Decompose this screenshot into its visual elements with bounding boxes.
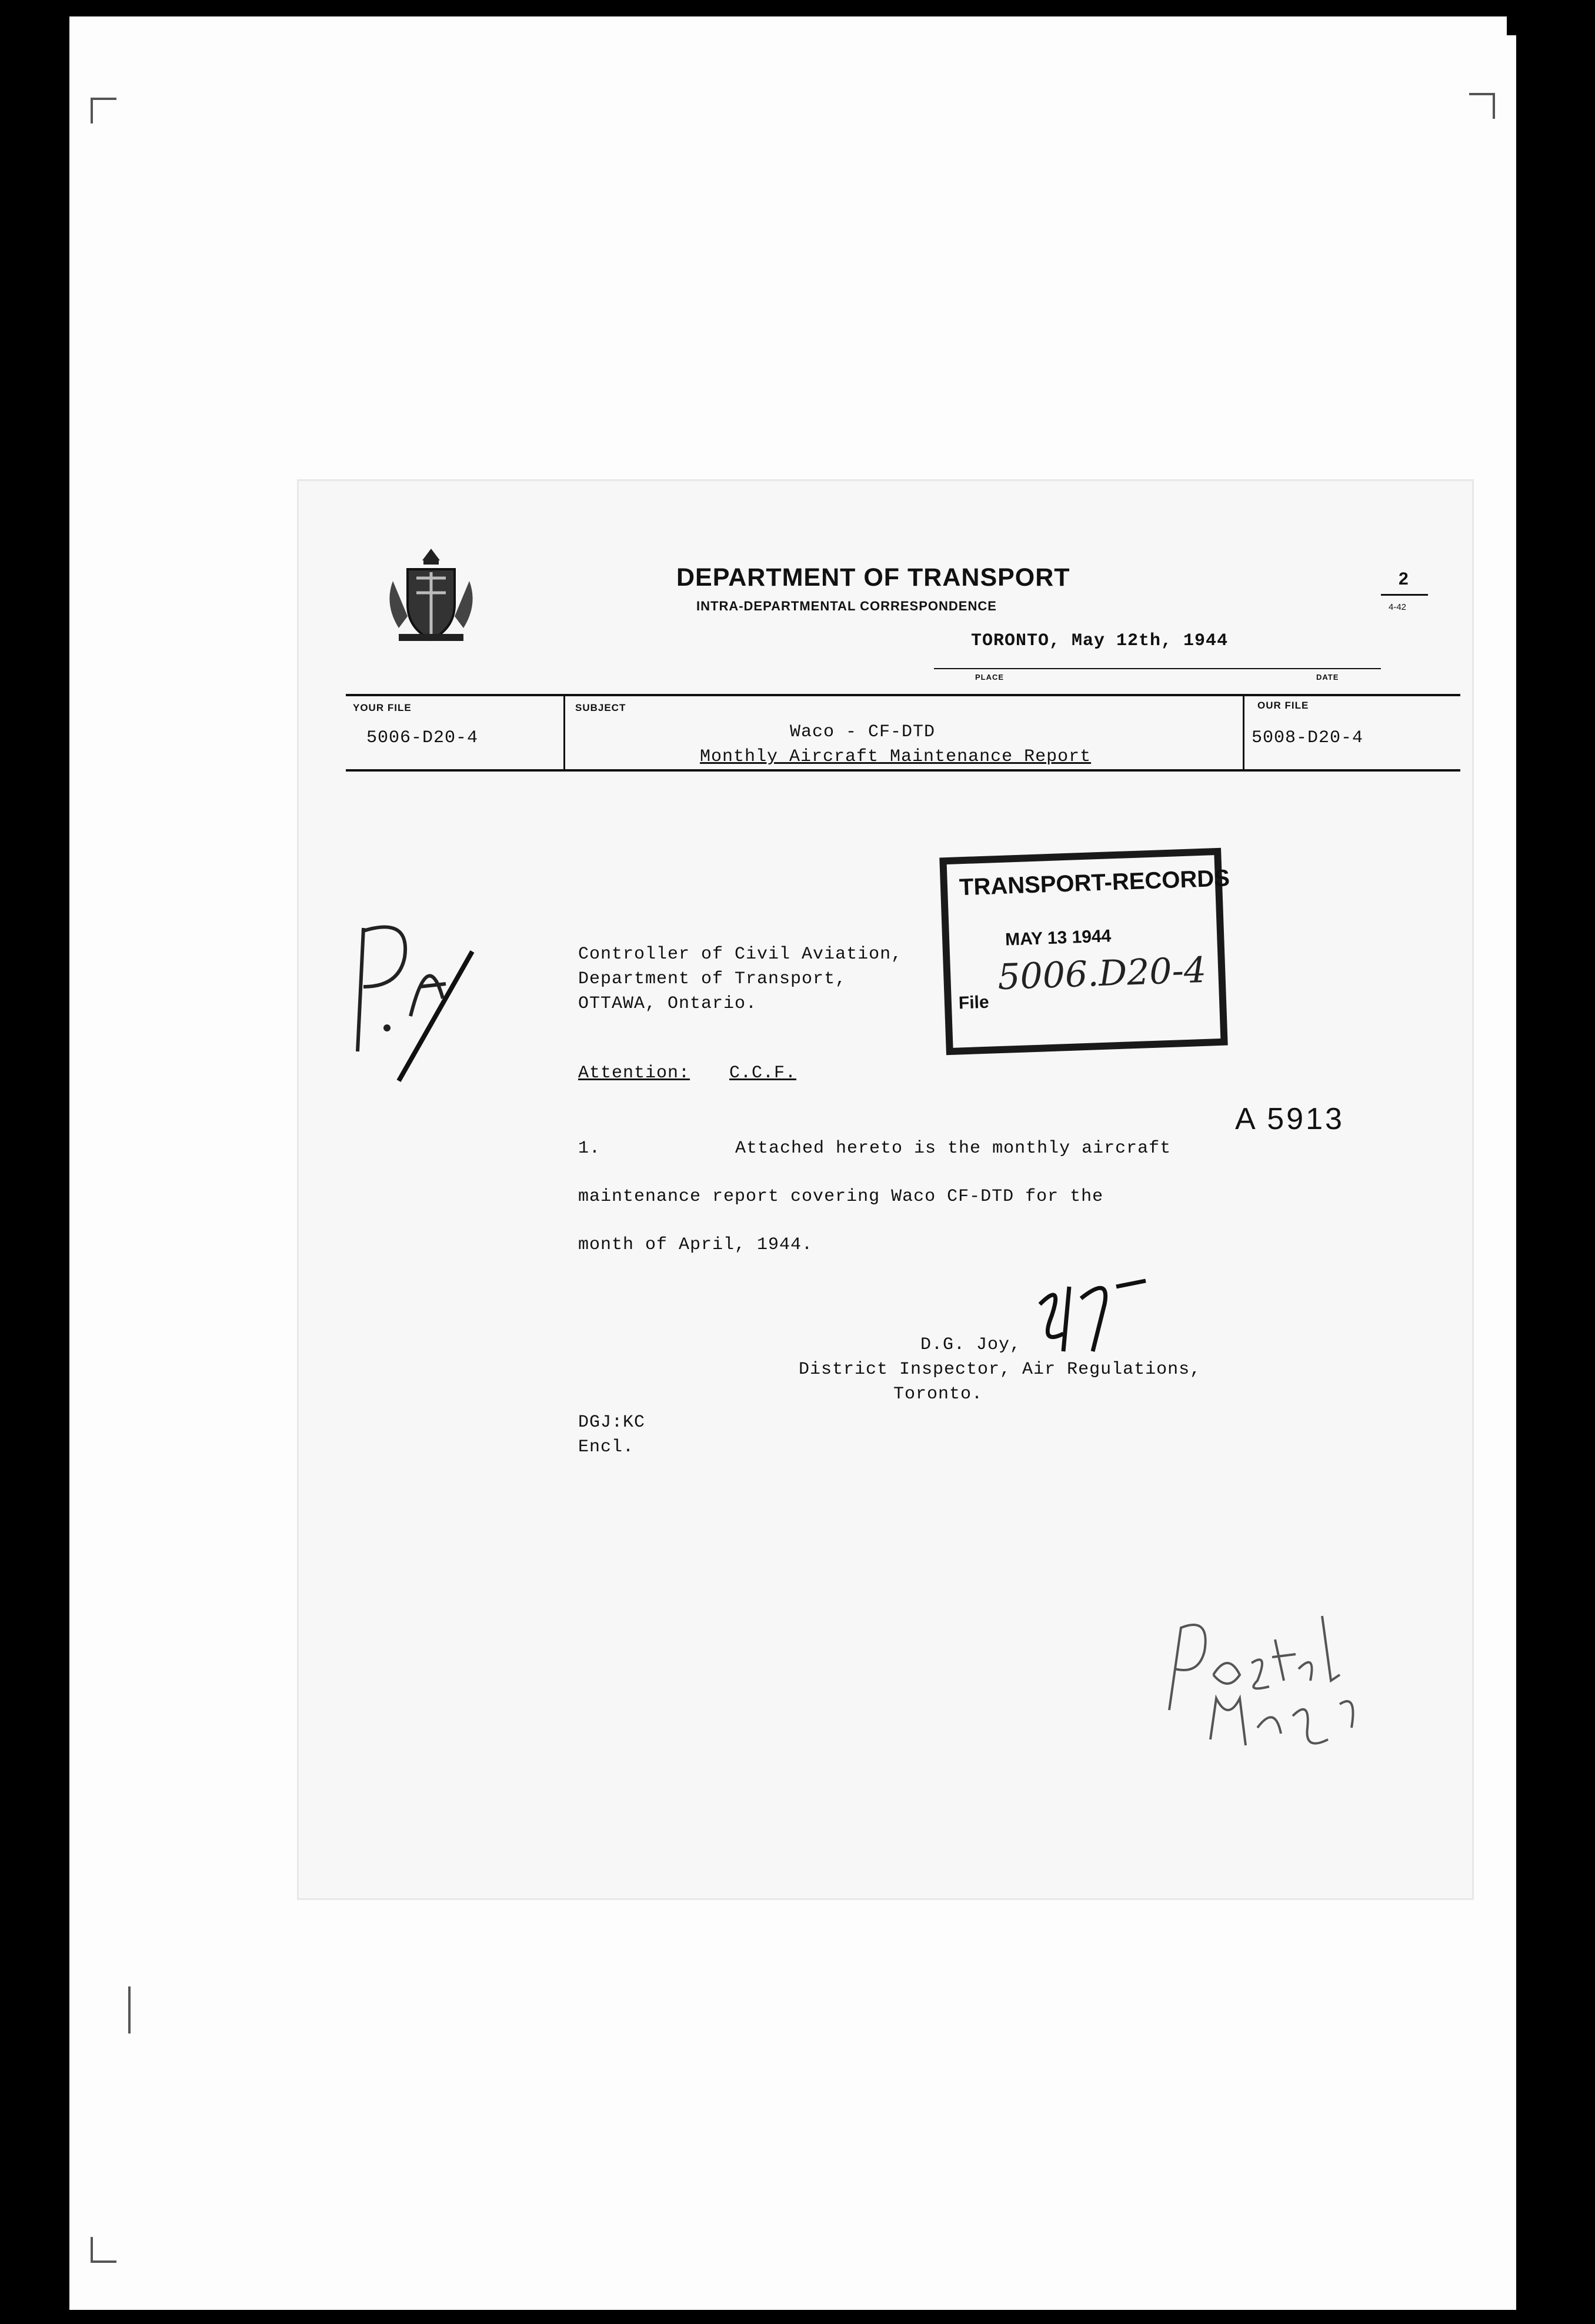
subject-line-1: Waco - CF-DTD — [790, 722, 936, 742]
place-label: PLACE — [975, 673, 1005, 682]
our-file-value: 5008-D20-4 — [1252, 728, 1364, 748]
frame-corner-mark — [128, 1986, 154, 2034]
addressee-line-1: Controller of Civil Aviation, — [578, 944, 903, 964]
handwritten-initials — [1028, 1269, 1152, 1357]
signatory-title: District Inspector, Air Regulations, — [799, 1360, 1202, 1380]
stamp-file-label: File — [958, 992, 990, 1013]
stamp-date: MAY 13 1944 — [1005, 926, 1112, 950]
table-divider — [1243, 694, 1244, 770]
typist-initials: DGJ:KC — [578, 1413, 646, 1433]
addressee-line-3: OTTAWA, Ontario. — [578, 994, 758, 1014]
subject-line-2: Monthly Aircraft Maintenance Report — [700, 747, 1092, 767]
reference-number: A 5913 — [1235, 1102, 1344, 1136]
our-file-label: OUR FILE — [1257, 700, 1309, 711]
received-stamp — [939, 848, 1230, 1056]
body-line-2: maintenance report covering Waco CF-DTD for the — [578, 1187, 1104, 1207]
your-file-value: 5006-D20-4 — [366, 728, 479, 748]
your-file-label: YOUR FILE — [353, 702, 412, 713]
department-title: DEPARTMENT OF TRANSPORT — [676, 563, 1070, 592]
correspondence-subtitle: INTRA-DEPARTMENTAL CORRESPONDENCE — [696, 599, 997, 613]
letter-page — [299, 481, 1472, 1898]
handwritten-posted-note — [1157, 1592, 1428, 1781]
subject-label: SUBJECT — [575, 702, 626, 713]
table-divider — [563, 694, 565, 770]
place-date: TORONTO, May 12th, 1944 — [971, 631, 1229, 651]
form-date: 4-42 — [1389, 602, 1407, 612]
attention-value: C.C.F. — [729, 1063, 797, 1083]
attention-label: Attention: — [578, 1063, 690, 1083]
coat-of-arms-icon — [381, 546, 481, 646]
table-bottom-rule — [346, 769, 1460, 772]
table-top-rule — [346, 694, 1460, 696]
addressee-line-2: Department of Transport, — [578, 969, 847, 989]
handwritten-pa-mark — [340, 904, 493, 1093]
enclosure-note: Encl. — [578, 1437, 635, 1457]
signatory-name: D.G. Joy, — [920, 1335, 1022, 1355]
date-label: DATE — [1316, 673, 1339, 682]
stamp-file-number: 5006.D20-4 — [997, 949, 1207, 999]
paragraph-number: 1. — [578, 1138, 601, 1158]
film-edge — [1507, 0, 1577, 35]
frame-corner-mark — [91, 2237, 116, 2263]
form-number-rule — [1381, 594, 1428, 596]
form-number: 2 — [1399, 569, 1409, 589]
body-line-3: month of April, 1944. — [578, 1235, 813, 1255]
body-line-1: Attached hereto is the monthly aircraft — [735, 1138, 1172, 1158]
stamp-title: TRANSPORT-RECORDS — [959, 865, 1230, 901]
signatory-city: Toronto. — [893, 1384, 983, 1404]
frame-corner-mark — [91, 98, 116, 123]
frame-corner-mark — [1469, 93, 1495, 119]
place-date-rule — [934, 668, 1381, 669]
